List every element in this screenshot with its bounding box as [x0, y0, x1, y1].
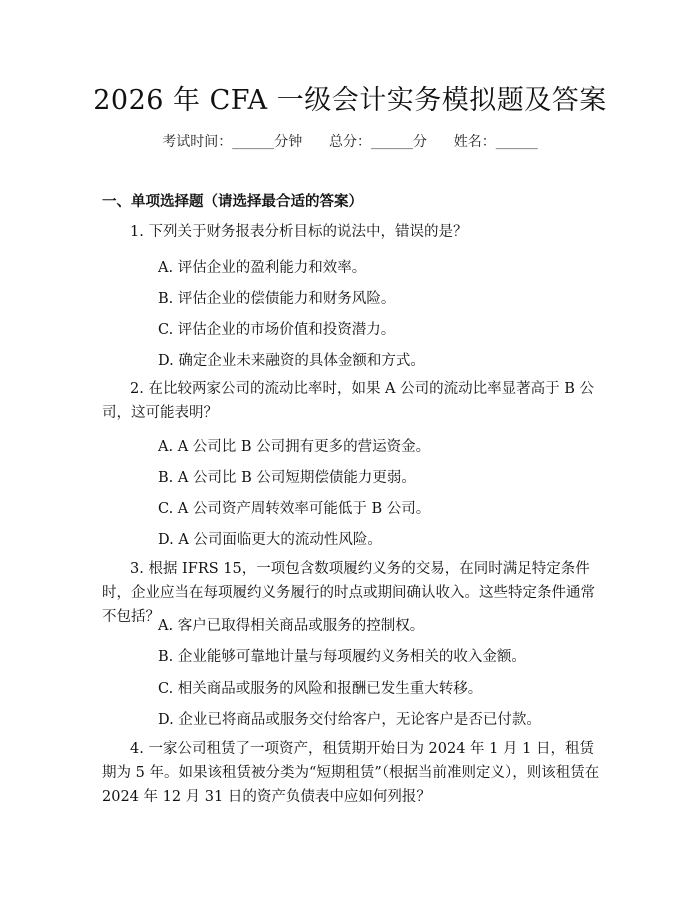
question-3-option-c: C. 相关商品或服务的风险和报酬已发生重大转移。: [158, 681, 483, 697]
question-2-option-a: A. A 公司比 B 公司拥有更多的营运资金。: [158, 439, 431, 455]
section-heading: 一、单项选择题（请选择最合适的答案）: [102, 193, 363, 210]
question-1-option-b: B. 评估企业的偿债能力和财务风险。: [158, 291, 396, 307]
document-title: 2026 年 CFA 一级会计实务模拟题及答案: [93, 85, 607, 116]
question-3-option-a: A. 客户已取得相关商品或服务的控制权。: [158, 618, 425, 634]
question-2: 2. 在比较两家公司的流动比率时，如果 A 公司的流动比率显著高于 B 公司，这可能表明？: [102, 381, 595, 421]
question-1: 1. 下列关于财务报表分析目标的说法中，错误的是？: [130, 224, 468, 240]
question-3: 3. 根据 IFRS 15，一项包含数项履约义务的交易，在同时满足特定条件时，企业应当在每项履约义务履行的时点或期间确认收入。这些特定条件通常不包括？: [102, 561, 595, 625]
question-1-option-c: C. 评估企业的市场价值和投资潜力。: [158, 322, 396, 338]
exam-info-line: 考试时间：______分钟 总分：______分 姓名：______: [162, 134, 538, 150]
question-3-option-b: B. 企业能够可靠地计量与每项履约义务相关的收入金额。: [158, 649, 526, 665]
question-3-option-d: D. 企业已将商品或服务交付给客户，无论客户是否已付款。: [158, 712, 541, 728]
question-2-option-b: B. A 公司比 B 公司短期偿债能力更弱。: [158, 470, 416, 486]
question-1-option-d: D. 确定企业未来融资的具体金额和方式。: [158, 353, 425, 369]
question-1-option-a: A. 评估企业的盈利能力和效率。: [158, 260, 367, 276]
question-2-option-d: D. A 公司面临更大的流动性风险。: [158, 532, 382, 548]
question-2-option-c: C. A 公司资产周转效率可能低于 B 公司。: [158, 501, 431, 517]
question-4: 4. 一家公司租赁了一项资产，租赁期开始日为 2024 年 1 月 1 日，租赁期为 5 年。如果该租赁被分类为“短期租赁”（根据当前准则定义），则该租赁在 2024 年 12 月 31 日的资产负债表中应如何列报？: [102, 741, 600, 805]
